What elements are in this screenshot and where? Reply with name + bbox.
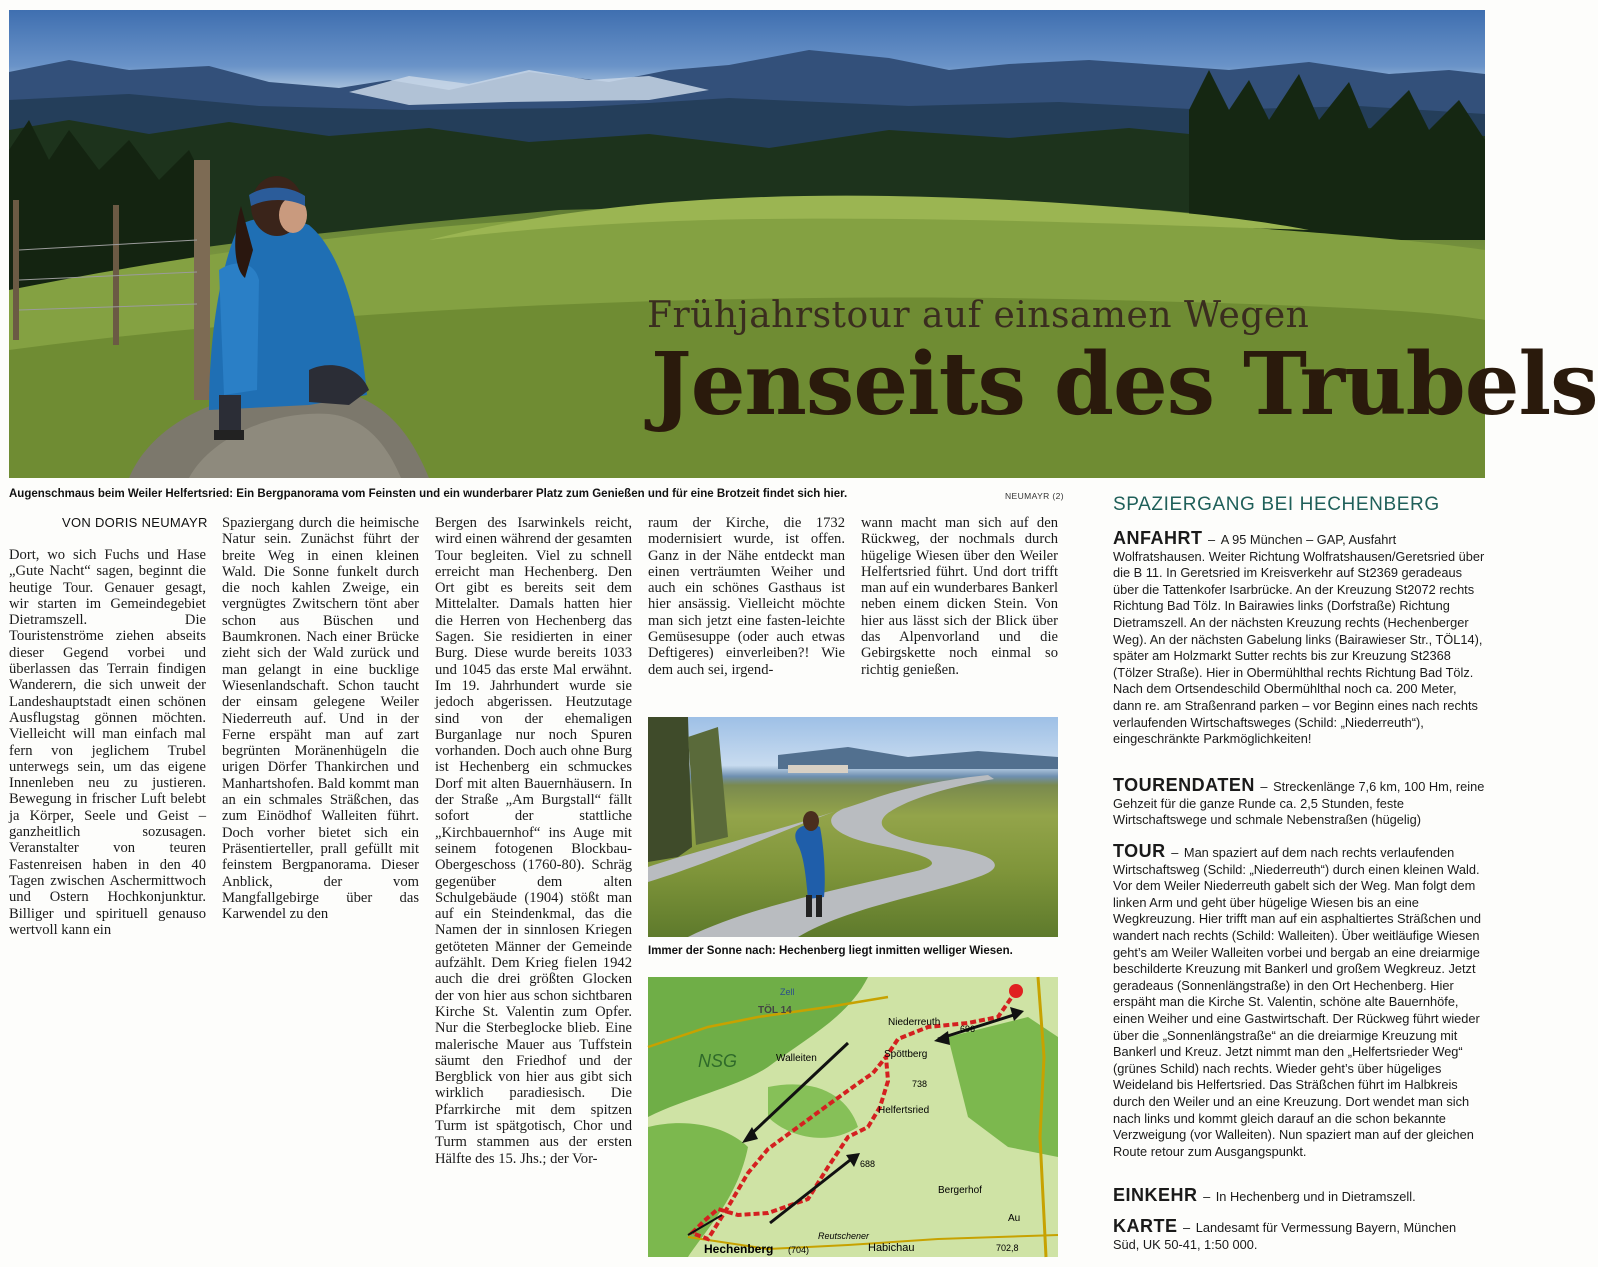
map-label-helfertsried: Helfertsried [878, 1105, 930, 1116]
article-text: raum der Kirche, die 1732 modernisiert wurde, ist offen. Ganz in der Nähe entdeckt man einen verträumten Weiher und auch ein schönes Gasthaus ist hier ansässig. Vielleicht möchte man sich jetzt eine fasten-leichte Gemüsesuppe (oder auch etwas Deftigeres) einverleiben?! Wie dem auch sei, irgend- [648, 515, 845, 678]
photo-credit: NEUMAYR (2) [1005, 491, 1065, 501]
map-label-niederreuth: Niederreuth [888, 1017, 941, 1028]
map-label-738: 738 [912, 1079, 928, 1089]
map-label-696: 696 [960, 1024, 976, 1034]
infobox-heading: EINKEHR [1113, 1185, 1198, 1205]
map-label-spottberg: Spöttberg [884, 1049, 928, 1060]
map-label-hechenberg: Hechenberg [704, 1242, 774, 1256]
infobox-tourendaten: TOURENDATEN – Streckenlänge 7,6 km, 100 Hm, reine Gehzeit für die ganze Runde ca. 2,5 Stunden, feste Wirtschaftswege und schmale Nebenstraßen (hügelig) [1113, 775, 1485, 828]
map-label-nsg: NSG [698, 1051, 738, 1071]
infobox-heading: ANFAHRT [1113, 528, 1203, 548]
hero-caption: Augenschmaus beim Weiler Helfertsried: Ein Bergpanorama vom Feinsten und ein wunderbarer Platz zum Genießen und für eine Brotzeit findet sich hier. [9, 488, 848, 500]
infobox-heading: TOURENDATEN [1113, 775, 1255, 795]
map-label-tol14: TÖL 14 [758, 1005, 792, 1016]
photo2-caption: Immer der Sonne nach: Hechenberg liegt inmitten welliger Wiesen. [648, 945, 1013, 957]
infobox-text: Streckenlänge 7,6 km, 100 Hm, reine Gehzeit für die ganze Runde ca. 2,5 Stunden, feste Wirtschaftswege und schmale Nebenstraßen (hügelig) [1113, 779, 1485, 828]
article-text: wann macht man sich auf den Rückweg, der nochmals durch hügelige Wiesen über den Weiler Helfertsried führt. Und dort trifft man auf ein wunderbares Bankerl neben einem dicken Stein. Von hier aus lässt sich der Blick über das Alpenvorland und die Gebirgskette noch einmal so richtig genießen. [861, 515, 1058, 678]
infobox-anfahrt: ANFAHRT – A 95 München – GAP, Ausfahrt Wolfratshausen. Weiter Richtung Wolfratshausen/Geretsried über die B 11. In Geretsried im Kreisverkehr auf St2369 geradeaus über die Tattenkofer Isarbrücke. An der Kreuzung St2072 rechts Richtung Bad Tölz. In Bairawies links (Dorfstraße) Richtung Dietramszell. An der nächsten Kreuzung rechts (Hechenberger Weg). An der nächsten Gabelung links (Bairawieser Str., TÖL14), später am Holzmarkt Sutter rechts bis zur Kreuzung St2368 (Tölzer Straße). Hier in Obermühlthal rechts Richtung Bad Tölz. Nach dem Ortsendeschild Obermühlthal noch ca. 200 Meter, dann re. am Straßenrand parken – vor Beginn eines nach rechts verlaufenden Wirtschaftsweges (Schild: „Niederreuth“), eingeschränkte Parkmöglichkeiten! [1113, 528, 1485, 747]
byline: VON DORIS NEUMAYR [62, 515, 208, 530]
infobox-karte: KARTE – Landesamt für Vermessung Bayern, München Süd, UK 50-41, 1:50 000. [1113, 1216, 1457, 1252]
article-column-1 [9, 547, 206, 987]
article-column-2 [222, 515, 419, 965]
infobox-text: In Hechenberg und in Dietramszell. [1215, 1189, 1416, 1204]
map-label-7028: 702,8 [996, 1243, 1019, 1253]
map-label-habichau: Habichau [868, 1242, 915, 1254]
infobox-einkehr: EINKEHR – In Hechenberg und in Dietramszell. [1113, 1185, 1416, 1205]
infobox-text: Landesamt für Vermessung Bayern, München Süd, UK 50-41, 1:50 000. [1113, 1220, 1457, 1252]
map-label-walleiten: Walleiten [776, 1053, 817, 1064]
infobox-heading: KARTE [1113, 1216, 1178, 1236]
route-map-graphic [648, 977, 1058, 1257]
map-label-704: (704) [788, 1245, 810, 1255]
map-label-688: 688 [860, 1159, 876, 1169]
article-column-3 [435, 515, 632, 1260]
map-label-au: Au [1008, 1213, 1021, 1224]
article-column-5 [861, 515, 1058, 700]
map-label-bergerhof: Bergerhof [938, 1185, 982, 1196]
path-photo [648, 717, 1058, 937]
infobox-title: SPAZIERGANG BEI HECHENBERG [1113, 494, 1440, 515]
headline-title: Jenseits des Trubels [651, 334, 1598, 435]
infobox-tour: TOUR – Man spaziert auf dem nach rechts verlaufenden Wirtschaftsweg (Schild: „Niederreuth“) durch einen kleinen Wald. Vor dem Weiler Niederreuth gabelt sich der Weg. Man folgt dem linken Arm und geht über hügelige Wiesen bis an eine Wegkreuzung. Hier trifft man auf ein asphaltiertes Sträßchen und wandert nach rechts (Schild: Walleiten). Über weitläufige Wiesen geht’s am Weiler Walleiten vorbei und bergab an eine dreiarmige beschilderte Kreuzung mit Bankerl und großem Wegkreuz. Jetzt geradeaus (Sonnenlängstraße) in den Ort Hechenberg. Hier erspäht man die Kirche St. Valentin, schöne alte Bauernhöfe, einen Weiher und eine Gastwirtschaft. Der Rückweg führt wieder über die „Sonnenlängstraße“ an die dreiarmige Kreuzung mit Bankerl und Kreuz. Jetzt nimmt man den „Helfertsrieder Weg“ (grünes Schild) nach rechts. Wieder geht’s über hügeliges Weideland bis Helfertsried. Das Sträßchen führt im Halbkreis durch den Weiler und an eine Kreuzung. Dort wendet man sich nach links und kommt gleich darauf an die schon bekannte Verzweigung (vor Walleiten). Nun spaziert man auf der gleichen Route retour zum Ausgangspunkt. [1113, 841, 1481, 1159]
infobox-text: Man spaziert auf dem nach rechts verlaufenden Wirtschaftsweg (Schild: „Niederreuth“) durch einen kleinen Wald. Vor dem Weiler Niederreuth gabelt sich der Weg. Man folgt dem linken Arm und geht über hügelige Wiesen bis an eine Wegkreuzung. Hier trifft man auf ein asphaltiertes Sträßchen und wandert nach rechts (Schild: Walleiten). Über weitläufige Wiesen geht’s am Weiler Walleiten vorbei und bergab an eine dreiarmige beschilderte Kreuzung mit Bankerl und großem Wegkreuz. Jetzt geradeaus (Sonnenlängstraße) in den Ort Hechenberg. Hier erspäht man die Kirche St. Valentin, schöne alte Bauernhöfe, einen Weiher und eine Gastwirtschaft. Der Rückweg führt wieder über die „Sonnenlängstraße“ an die dreiarmige Kreuzung mit Bankerl und Kreuz. Jetzt nimmt man den „Helfertsrieder Weg“ (grünes Schild) nach rechts. Wieder geht’s über hügeliges Weideland bis Helfertsried. Das Sträßchen führt im Halbkreis durch den Weiler und an eine Kreuzung. Dort wendet man sich nach links und kommt gleich darauf an die schon bekannte Verzweigung (vor Walleiten). Nun spaziert man auf der gleichen Route retour zum Ausgangspunkt. [1113, 845, 1481, 1159]
headline-kicker: Frühjahrstour auf einsamen Wegen [647, 295, 1310, 336]
article-text: Bergen des Isarwinkels reicht, wird einen während der gesamten Tour begleiten. Viel zu schnell erreicht man Hechenberg. Den Ort gibt es bereits seit dem Mittelalter. Damals hatten hier die Herren von Hechenberg das Sagen. Sie residierten in einer Burg. Diese wurde bereits 1033 und 1045 das erste Mal erwähnt. Im 19. Jahrhundert wurde sie jedoch abgerissen. Heutzutage sind von der ehemaligen Burganlage nur noch Spuren vorhanden. Doch auch ohne Burg ist Hechenberg ein schmuckes Dorf mit alten Bauernhäusern. In der Straße „Am Burgstall“ fällt sofort der stattliche „Kirchbauernhof“ ins Auge mit seinem fotogenen Blockbau-Obergeschoss (1760-80). Schräg gegenüber dem alten Schulgebäude (1904) stößt man auf ein Steindenkmal, das die Namen der in sinnlosen Kriegen getöteten Männer der Gemeinde aufzählt. Dem Krieg fielen 1942 auch die drei größten Glocken der von hier aus schon sichtbaren Kirche St. Valentin zum Opfer. Nur die Sterbeglocke blieb. Eine malerische Mauer aus Tuffstein säumt den Friedhof und der Bergblick von hier aus gibt sich wirklich paradiesisch. Die Pfarrkirche mit dem spitzen Turm ist spätgotisch, Chor und Turm stammen aus der ersten Hälfte des 15. Jhs.; der Vor- [435, 515, 632, 1167]
map-label-reutschener: Reutschener [818, 1231, 870, 1241]
article-text: Spaziergang durch die heimische Natur sein. Zunächst führt der breite Weg in einen kleinen Wald. Die Sonne funkelt durch die noch kahlen Zweige, ein vergnügtes Zwitschern tönt aber schon aus Büschen und Baumkronen. Nach einer Brücke zieht sich der Wald zurück und man gelangt in eine bucklige Wiesenlandschaft. Schon taucht der einsam gelegene Weiler Niederreuth auf. Und in der Ferne erspäht man auf zart begrünten Moränenhügeln die urigen Dörfer Thankirchen und Manhartshofen. Bald kommt man an ein schmales Sträßchen, das zum Einödhof Walleiten führt. Doch vorher bietet sich ein Präsentierteller, prall gefüllt mit feinstem Bergpanorama. Dieser Anblick, der vom Mangfallgebirge über das Karwendel zu den [222, 515, 419, 923]
infobox-text: A 95 München – GAP, Ausfahrt Wolfratshausen. Weiter Richtung Wolfratshausen/Geretsried über die B 11. In Geretsried im Kreisverkehr auf St2369 geradeaus über die Tattenkofer Isarbrücke. An der Kreuzung St2072 rechts Richtung Bad Tölz. In Bairawies links (Dorfstraße) Richtung Dietramszell. An der nächsten Kreuzung rechts (Hechenberger Weg). An der nächsten Gabelung links (Bairawieser Str., TÖL14), später am Holzmarkt Sutter rechts bis zur Kreuzung St2368 (Tölzer Straße). Hier in Obermühlthal rechts Richtung Bad Tölz. Nach dem Ortsendeschild Obermühlthal noch ca. 200 Meter, dann re. am Straßenrand parken – vor Beginn eines nach rechts verlaufenden Wirtschaftsweges (Schild: „Niederreuth“), eingeschränkte Parkmöglichkeiten! [1113, 532, 1485, 747]
article-column-4 [648, 515, 845, 700]
hero-photo [9, 10, 1598, 478]
route-map [648, 977, 1058, 1257]
infobox-heading: TOUR [1113, 841, 1166, 861]
article-text: Dort, wo sich Fuchs und Hase „Gute Nacht“ sagen, beginnt die heutige Tour. Genauer gesagt, wir starten im Gemeindegebiet Dietramszell. Die Touristenströme ziehen abseits dieser Gegend vorbei und überlassen das Terrain findigen Wanderern, die sich unweit der Landeshauptstadt einen schönen Ausflugstag gönnen möchten. Vielleicht will man einfach mal fern von jeglichem Trubel unterwegs sein, um das eigene Innenleben neu zu justieren. Bewegung in frischer Luft belebt ja Körper, Seele und Geist – ganzheitlich sozusagen. Veranstalter von teuren Fastenreisen haben in den 40 Tagen zwischen Aschermittwoch und Ostern Hochkonjunktur. Billiger und spirituell genauso wertvoll kann ein [9, 547, 206, 938]
path-landscape [648, 717, 1058, 937]
map-label-zell: Zell [780, 987, 795, 997]
